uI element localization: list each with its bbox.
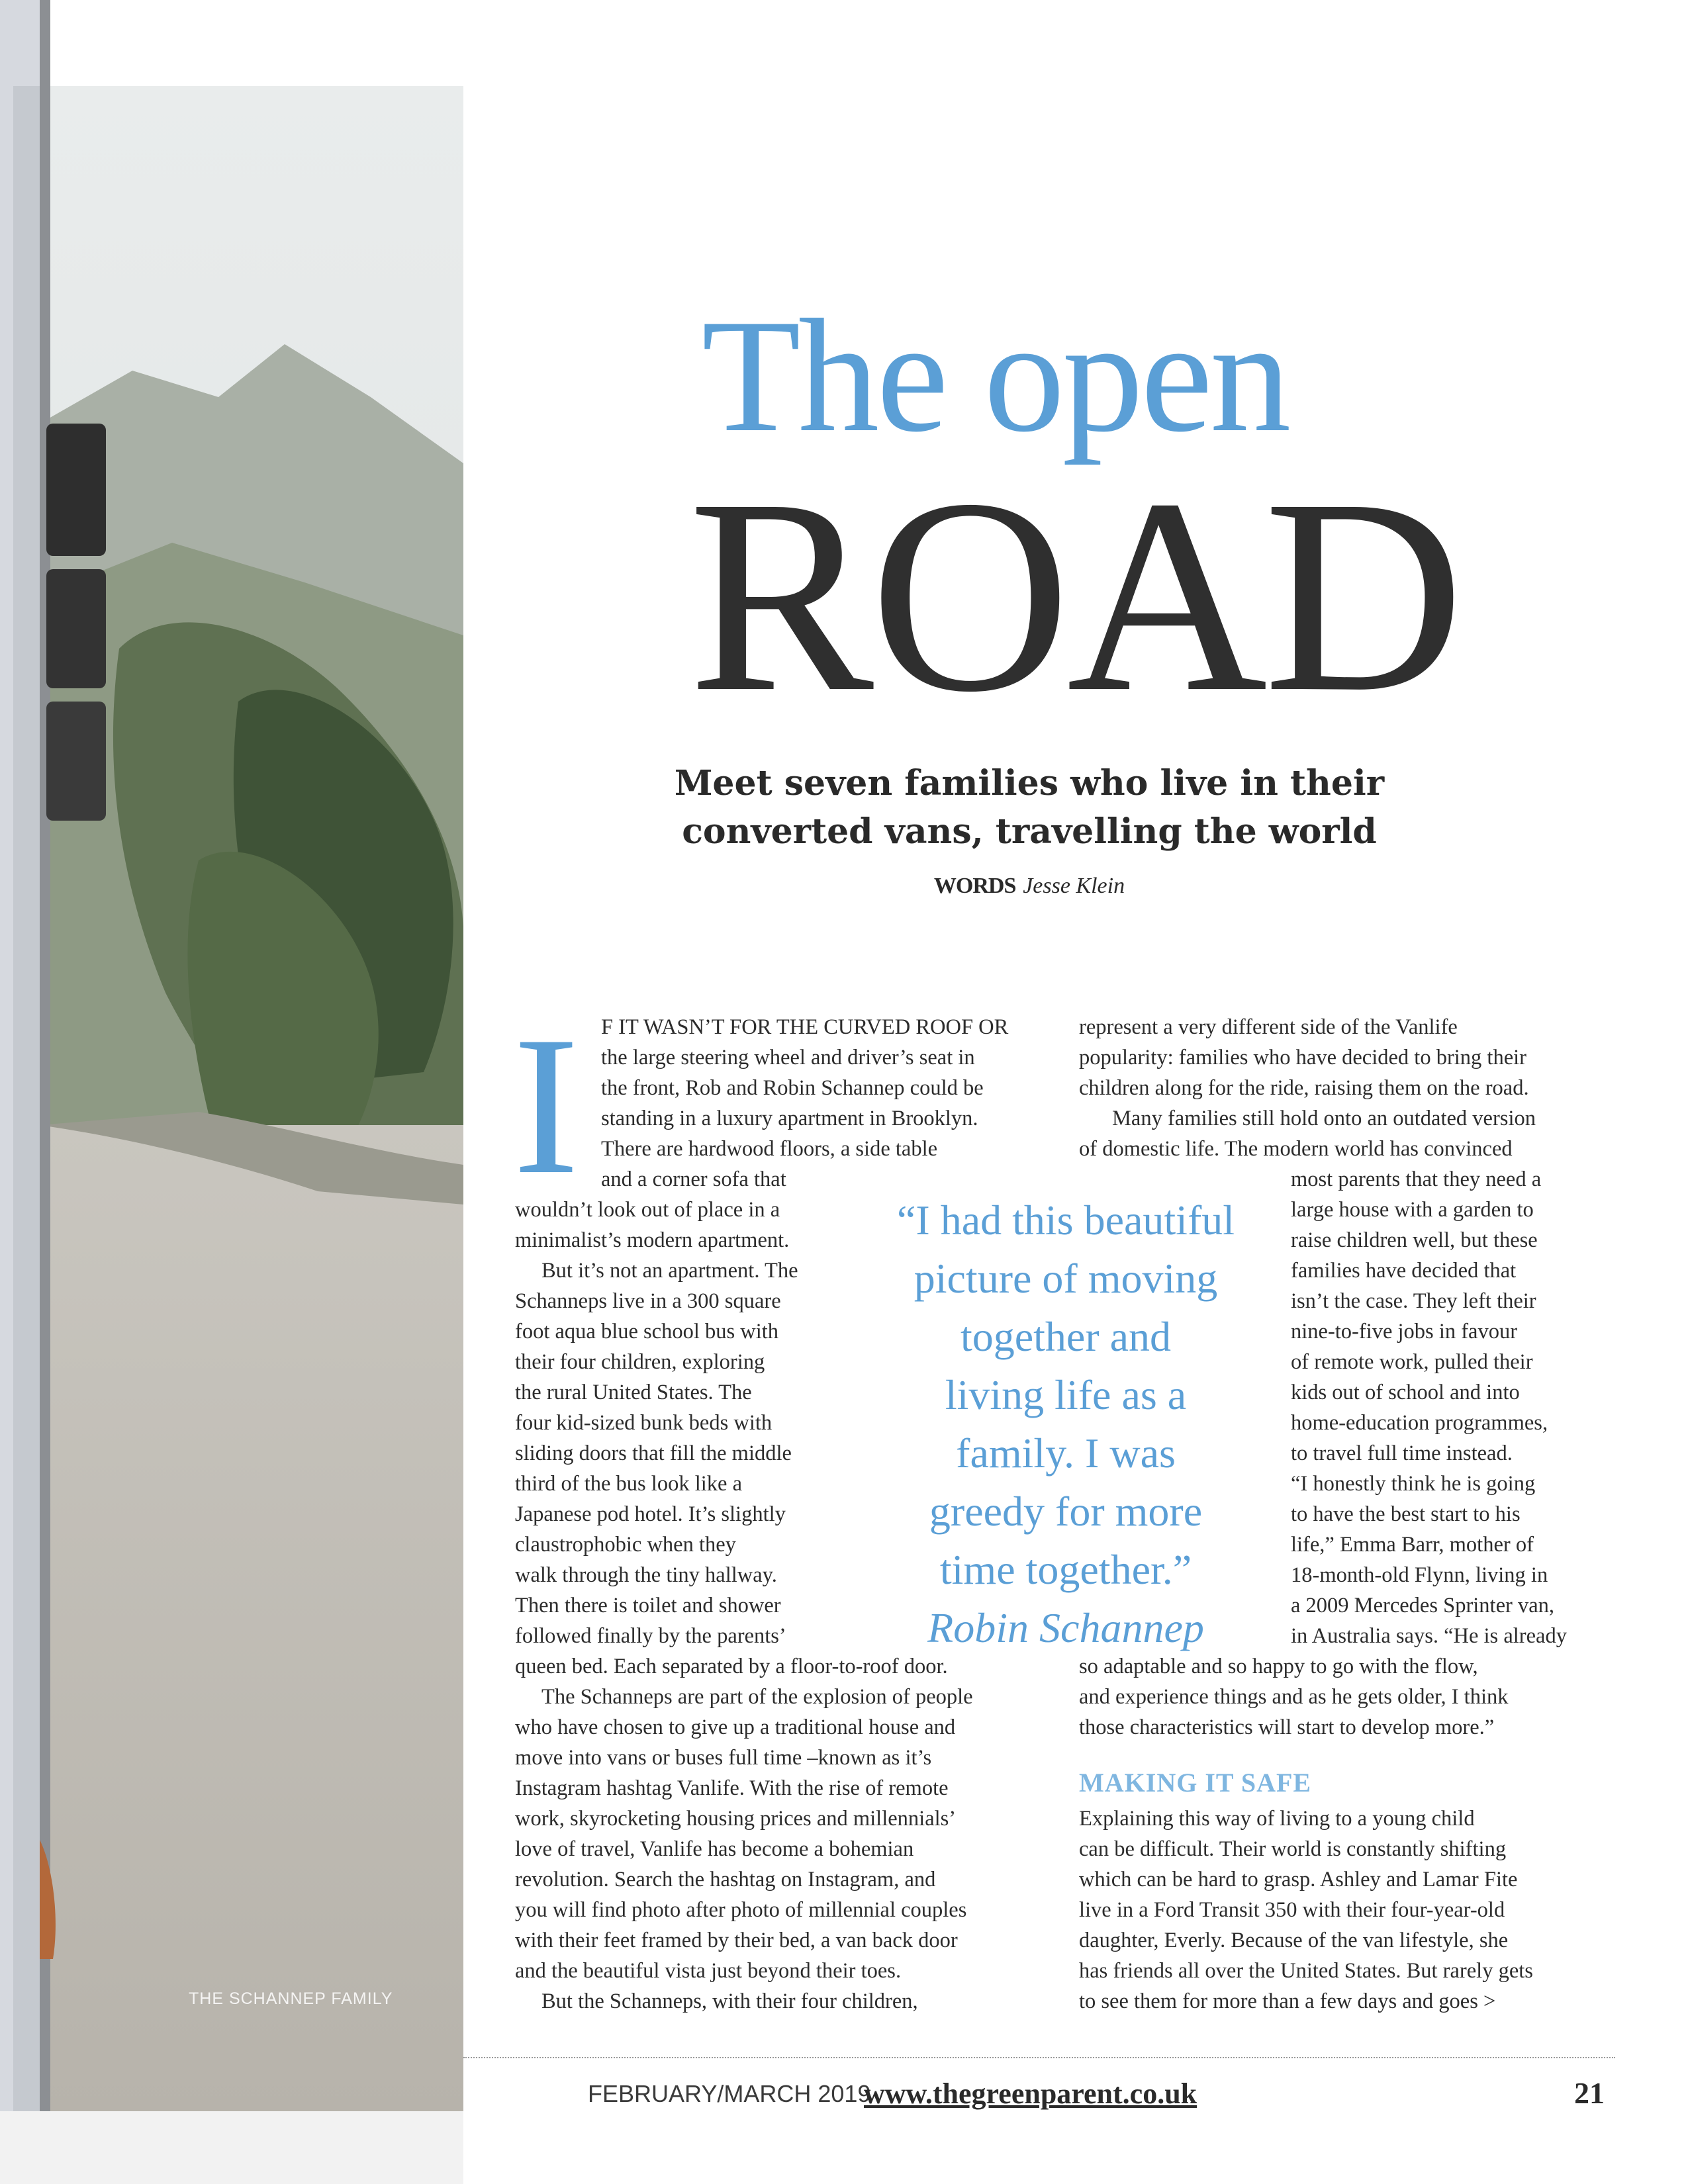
body-line: Schanneps live in a 300 square: [515, 1289, 781, 1313]
body-line: a 2009 Mercedes Sprinter van,: [1291, 1594, 1554, 1617]
body-line: Japanese pod hotel. It’s slightly: [515, 1502, 786, 1526]
body-line: claustrophobic when they: [515, 1533, 736, 1557]
pull-quote-line: greedy for more: [929, 1488, 1203, 1535]
pull-quote-line: “I had this beautiful: [896, 1197, 1235, 1244]
headline-line1: The open: [702, 286, 1289, 465]
body-line: of remote work, pulled their: [1291, 1350, 1533, 1374]
section-subhead: MAKING IT SAFE: [1079, 1768, 1312, 1797]
body-line: life,” Emma Barr, mother of: [1291, 1533, 1534, 1557]
body-line: minimalist’s modern apartment.: [515, 1228, 790, 1252]
body-line: you will find photo after photo of millennial couples: [515, 1898, 967, 1922]
body-line: of domestic life. The modern world has convinced: [1079, 1137, 1513, 1161]
headline-line2: ROAD: [688, 441, 1461, 749]
body-line: followed finally by the parents’: [515, 1624, 786, 1648]
body-line: home-education programmes,: [1291, 1411, 1548, 1435]
body-line: 18-month-old Flynn, living in: [1291, 1563, 1548, 1587]
body-line: Instagram hashtag Vanlife. With the rise of remote: [515, 1776, 949, 1800]
body-line: their four children, exploring: [515, 1350, 765, 1374]
body-line: so adaptable and so happy to go with the flow,: [1079, 1655, 1478, 1678]
body-line: standing in a luxury apartment in Brooklyn.: [601, 1107, 978, 1130]
body-line: sliding doors that fill the middle: [515, 1441, 792, 1465]
body-line: move into vans or buses full time –known as it’s: [515, 1746, 932, 1770]
footer-rule: [463, 2057, 1615, 2058]
body-line: the rural United States. The: [515, 1381, 752, 1404]
byline-label: WORDS: [933, 874, 1016, 898]
body-line: four kid-sized bunk beds with: [515, 1411, 773, 1435]
body-line: live in a Ford Transit 350 with their four-year-old: [1079, 1898, 1505, 1922]
page-number: 21: [1574, 2076, 1605, 2110]
body-line: and experience things and as he gets older, I think: [1079, 1685, 1509, 1709]
standfirst: [662, 760, 1397, 856]
body-line: raise children well, but these: [1291, 1228, 1538, 1252]
drop-cap: I: [513, 995, 579, 1215]
body-line: to have the best start to his: [1291, 1502, 1521, 1526]
body-line: families have decided that: [1291, 1259, 1517, 1283]
body-line: with their feet framed by their bed, a van back door: [515, 1929, 958, 1952]
body-line: “I honestly think he is going: [1291, 1472, 1536, 1496]
body-line: But it’s not an apartment. The: [541, 1259, 798, 1283]
body-line: daughter, Everly. Because of the van lifestyle, she: [1079, 1929, 1509, 1952]
body-line: Many families still hold onto an outdated version: [1112, 1107, 1536, 1130]
pull-quote-attribution: Robin Schannep: [927, 1604, 1204, 1651]
body-line: queen bed. Each separated by a floor-to-roof door.: [515, 1655, 948, 1678]
landscape-illustration: [0, 0, 463, 2184]
body-line: the large steering wheel and driver’s seat in: [601, 1046, 975, 1069]
pull-quote-line: time together.”: [939, 1546, 1192, 1593]
body-line: to travel full time instead.: [1291, 1441, 1513, 1465]
body-line: walk through the tiny hallway.: [515, 1563, 777, 1587]
body-line: revolution. Search the hashtag on Instagram, and: [515, 1868, 936, 1891]
body-line: who have chosen to give up a traditional house and: [515, 1715, 956, 1739]
website-link[interactable]: www.thegreenparent.co.uk: [864, 2077, 1197, 2110]
body-line: isn’t the case. They left their: [1291, 1289, 1536, 1313]
body-line: to see them for more than a few days and goes >: [1079, 1989, 1496, 2013]
pull-quote-line: picture of moving: [914, 1255, 1218, 1302]
body-line: and a corner sofa that: [601, 1167, 786, 1191]
body-line: in Australia says. “He is already: [1291, 1624, 1567, 1648]
pull-quote-line: family. I was: [956, 1430, 1176, 1477]
body-line: popularity: families who have decided to bring their: [1079, 1046, 1526, 1069]
body-line: foot aqua blue school bus with: [515, 1320, 779, 1343]
issue-date: FEBRUARY/MARCH 2019: [588, 2080, 871, 2107]
body-line: love of travel, Vanlife has become a bohemian: [515, 1837, 914, 1861]
body-line: has friends all over the United States. But rarely gets: [1079, 1959, 1533, 1983]
pull-quote-line: living life as a: [945, 1371, 1187, 1418]
photo-credit: THE SCHANNEP FAMILY: [189, 1989, 393, 2008]
byline-author: Jesse Klein: [1023, 874, 1125, 898]
body-line: which can be hard to grasp. Ashley and Lamar Fite: [1079, 1868, 1518, 1891]
body-line: nine-to-five jobs in favour: [1291, 1320, 1518, 1343]
body-line: third of the bus look like a: [515, 1472, 742, 1496]
body-line: children along for the ride, raising them on the road.: [1079, 1076, 1529, 1100]
body-line: work, skyrocketing housing prices and millennials’: [515, 1807, 957, 1831]
body-line: and the beautiful vista just beyond their toes.: [515, 1959, 902, 1983]
body-line: F IT WASN’T FOR THE CURVED ROOF OR: [601, 1015, 1009, 1039]
body-line: most parents that they need a: [1291, 1167, 1542, 1191]
body-line: the front, Rob and Robin Schannep could be: [601, 1076, 984, 1100]
body-line: can be difficult. Their world is constantly shifting: [1079, 1837, 1507, 1861]
body-line: There are hardwood floors, a side table: [601, 1137, 938, 1161]
body-line: Explaining this way of living to a young child: [1079, 1807, 1475, 1831]
body-line: represent a very different side of the Vanlife: [1079, 1015, 1458, 1039]
body-line: wouldn’t look out of place in a: [515, 1198, 780, 1222]
byline: [662, 872, 1397, 899]
cover-photo: [0, 0, 463, 2184]
body-line: The Schanneps are part of the explosion of people: [541, 1685, 973, 1709]
body-line: those characteristics will start to develop more.”: [1079, 1715, 1495, 1739]
body-line: But the Schanneps, with their four children,: [541, 1989, 918, 2013]
body-line: Then there is toilet and shower: [515, 1594, 781, 1617]
pull-quote-line: together and: [960, 1313, 1172, 1360]
standfirst-line1: Meet seven families who live in their: [674, 763, 1385, 803]
standfirst-line2: converted vans, travelling the world: [682, 811, 1377, 852]
body-line: large house with a garden to: [1291, 1198, 1534, 1222]
body-line: kids out of school and into: [1291, 1381, 1520, 1404]
